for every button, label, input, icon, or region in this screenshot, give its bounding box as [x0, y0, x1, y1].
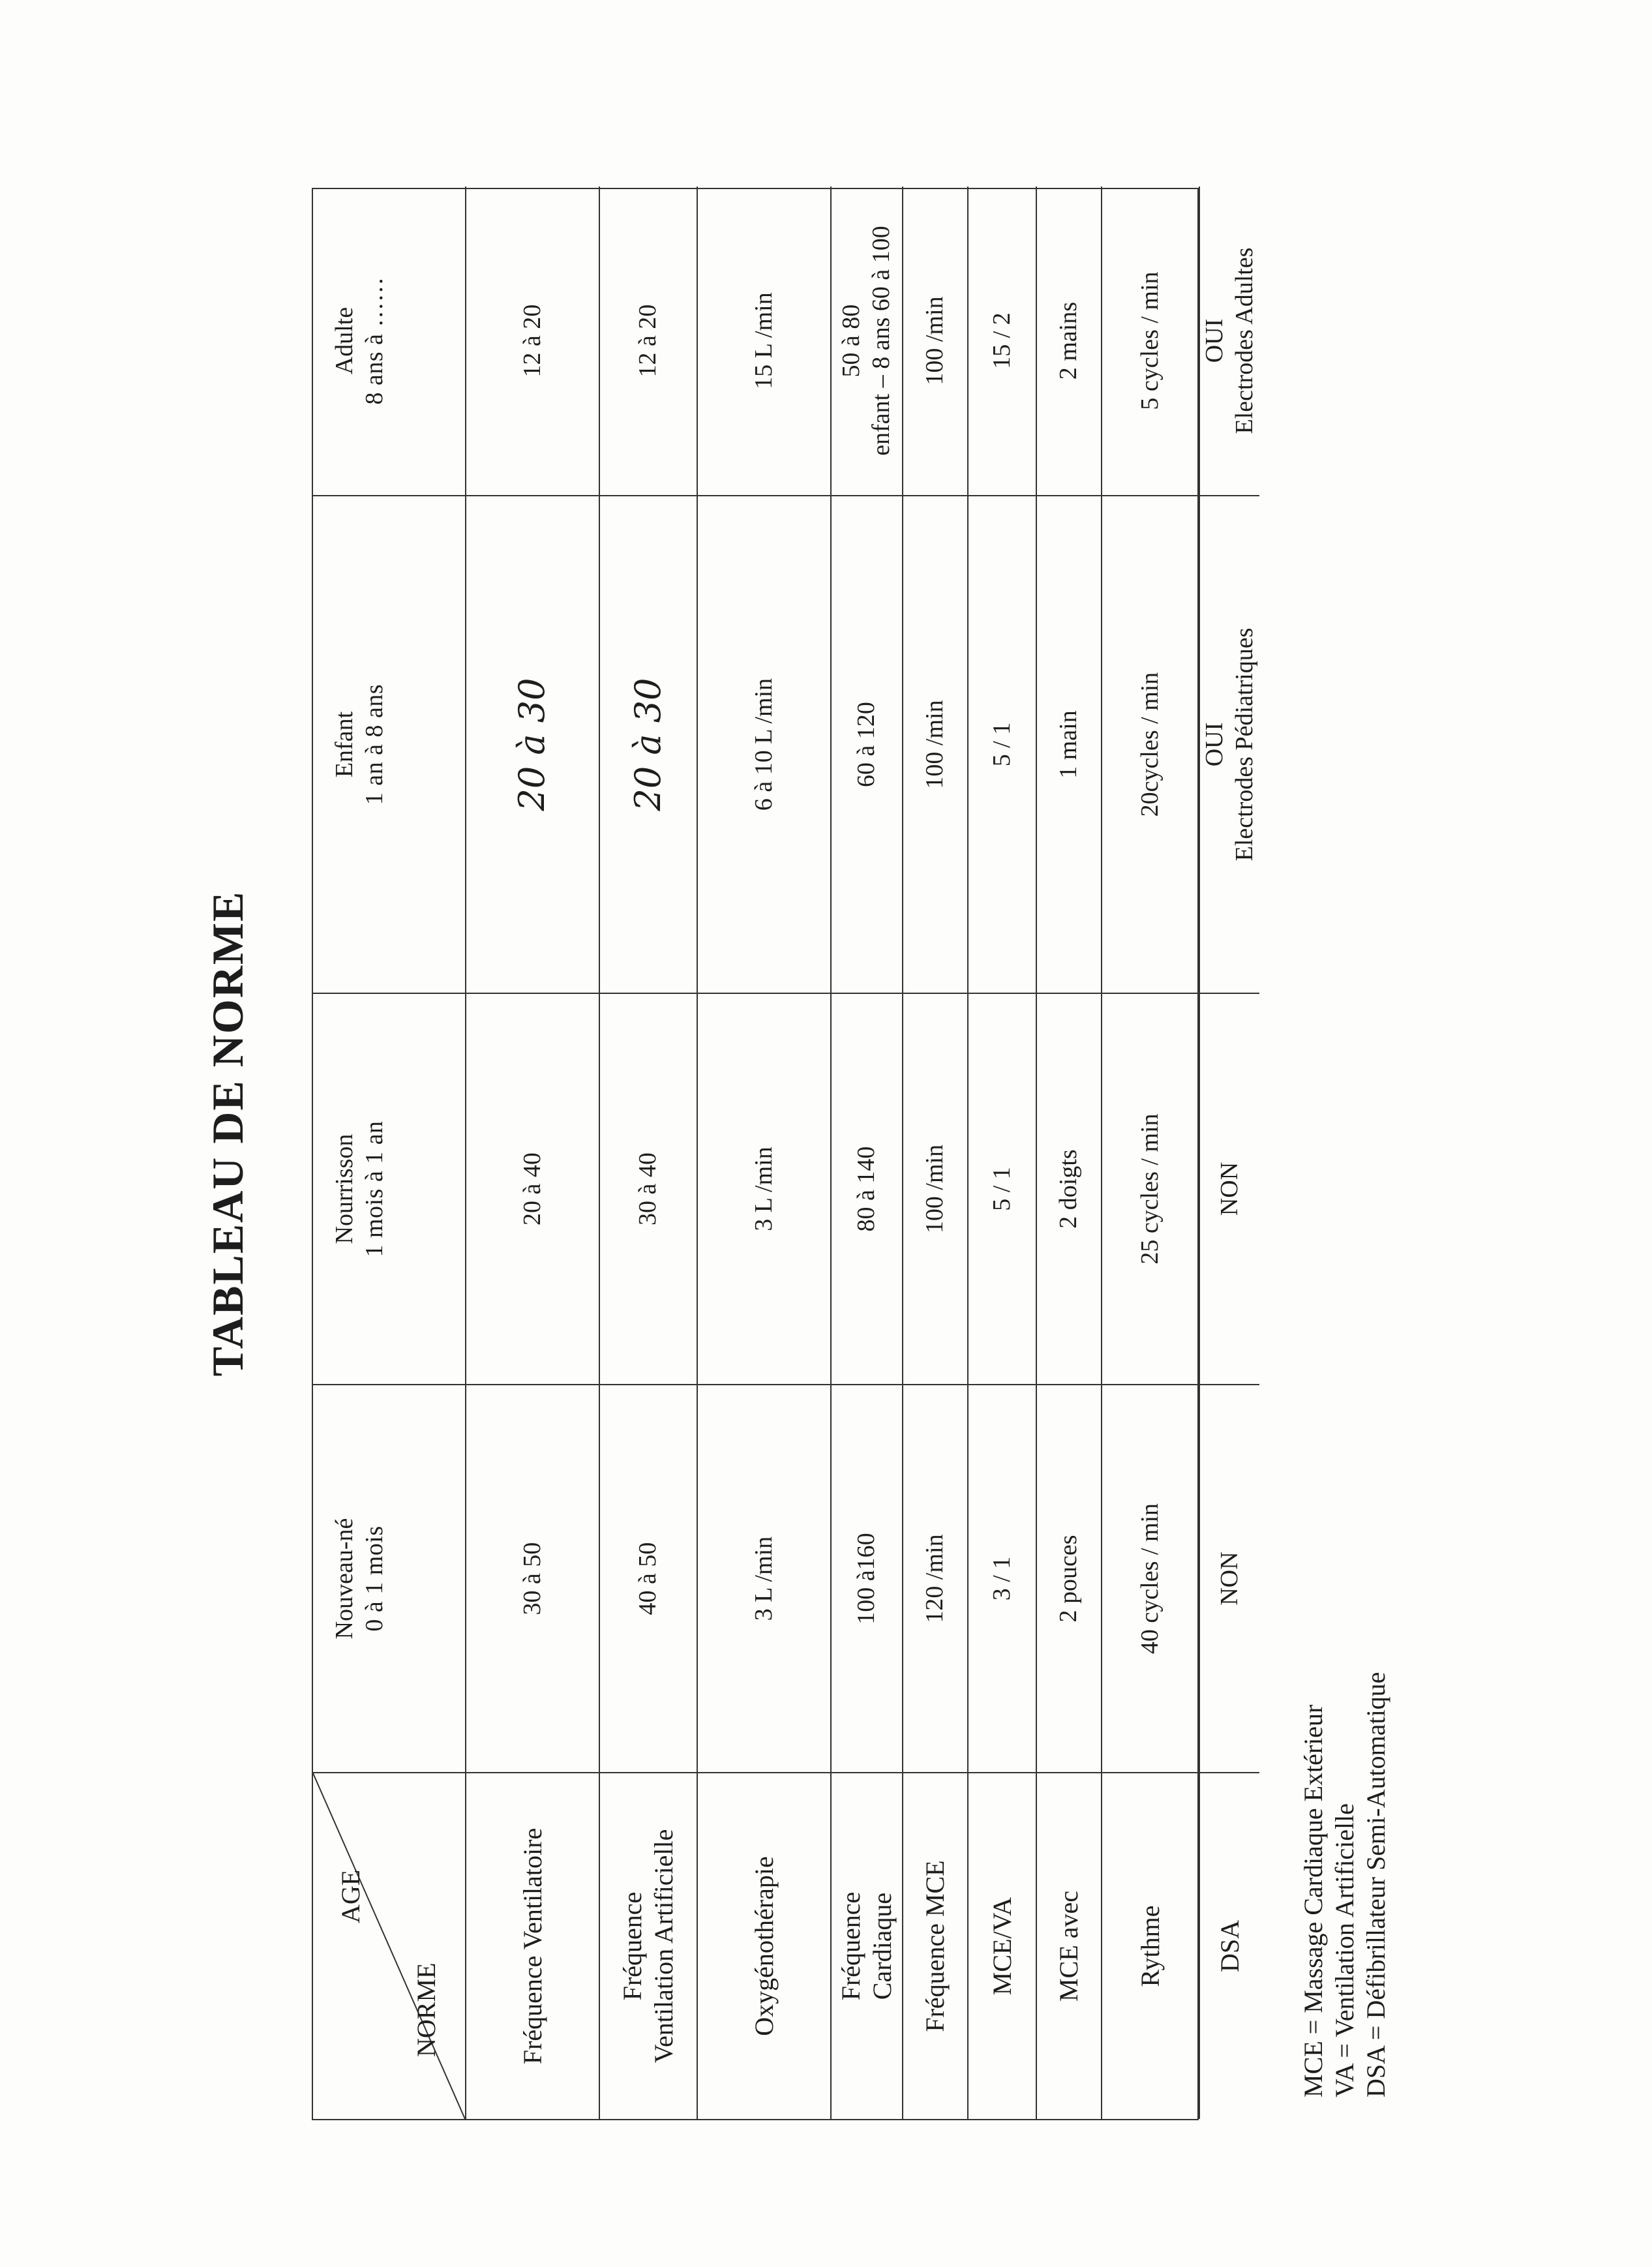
table-cell: NON [1200, 1384, 1259, 1772]
table-cell: 12 à 20 [466, 187, 600, 495]
table-cell: 100 /min [903, 187, 969, 495]
table-cell: 50 à 80 enfant – 8 ans 60 à 100 [832, 187, 903, 495]
table-cell: OUI Electrodes Adultes [1201, 247, 1258, 434]
table-cell: 30 à 40 [600, 993, 698, 1384]
norm-table [312, 188, 1258, 2120]
table-cell: 100 /min [903, 993, 969, 1384]
table-cell-handwritten: 20 à 30 [466, 495, 600, 993]
table-cell: 15 L /min [698, 187, 832, 495]
column-header-adulte [313, 187, 466, 495]
row-label-frequence-ventilation-artificielle: Fréquence Ventilation Artificielle [600, 1772, 698, 2119]
table-cell: 6 à 10 L /min [698, 495, 832, 993]
table-cell: 5 / 1 [969, 495, 1037, 993]
table-cell: 100 à160 [832, 1384, 903, 1772]
table-cell: 120 /min [903, 1384, 969, 1772]
column-name: Nourrisson [331, 1134, 358, 1244]
column-header-nourrisson [313, 993, 466, 1384]
legend-line: DSA = Défibrillateur Semi-Automatique [1361, 1672, 1390, 2097]
column-range: 8 ans à …… [360, 277, 388, 405]
column-range: 1 an à 8 ans [360, 683, 388, 805]
row-label-mce-avec: MCE avec [1037, 1772, 1102, 2119]
table-cell: NON [1200, 993, 1259, 1384]
table-cell: 5 cycles / min [1102, 187, 1200, 495]
age-label: AGE [336, 1869, 365, 1923]
table-cell: 2 pouces [1037, 1384, 1102, 1772]
norme-label: NORME [412, 1962, 441, 2057]
column-range: 0 à 1 mois [360, 1525, 388, 1632]
column-name: Enfant [331, 711, 358, 778]
table-cell: 1 main [1037, 495, 1102, 993]
column-header-nouveau-ne [313, 1384, 466, 1772]
table-cell: 80 à 140 [832, 993, 903, 1384]
column-name: Nouveau-né [331, 1518, 358, 1640]
table-cell-handwritten: 20 à 30 [600, 495, 698, 993]
legend-line: MCE = Massage Cardiaque Extérieur [1299, 1704, 1328, 2097]
row-label-frequence-mce: Fréquence MCE [903, 1772, 969, 2119]
table-cell: 3 / 1 [969, 1384, 1037, 1772]
page-title: TABLEAU DE NORME [203, 890, 252, 1377]
table-cell: 100 /min [903, 495, 969, 993]
row-label-rythme: Rythme [1102, 1772, 1200, 2119]
corner-header-cell [313, 1772, 466, 2119]
column-name: Adulte [331, 307, 358, 375]
row-label-oxygenotherapie: Oxygénothérapie [698, 1772, 832, 2119]
table-cell: 3 L /min [698, 993, 832, 1384]
table-cell: 15 / 2 [969, 187, 1037, 495]
table-cell: 3 L /min [698, 1384, 832, 1772]
column-header-enfant [313, 495, 466, 993]
table-cell: 5 / 1 [969, 993, 1037, 1384]
abbreviation-legend [1298, 1672, 1392, 2097]
diagonal-divider [313, 1773, 465, 2119]
table-cell: 40 à 50 [600, 1384, 698, 1772]
table-cell: 60 à 120 [832, 495, 903, 993]
table-cell: 40 cycles / min [1102, 1384, 1200, 1772]
table-cell: 25 cycles / min [1102, 993, 1200, 1384]
row-label-mce-va: MCE/VA [969, 1772, 1037, 2119]
table-cell: 20cycles / min [1102, 495, 1200, 993]
row-label-frequence-ventilatoire: Fréquence Ventilatoire [466, 1772, 600, 2119]
column-range: 1 mois à 1 an [360, 1120, 388, 1257]
table-cell: 2 mains [1037, 187, 1102, 495]
legend-line: VA = Ventilation Artificielle [1330, 1803, 1359, 2097]
row-label-frequence-cardiaque: Fréquence Cardiaque [832, 1772, 903, 2119]
table-cell: 12 à 20 [600, 187, 698, 495]
table-cell: OUI Electrodes Pédiatriques [1200, 495, 1259, 993]
table-cell: 2 doigts [1037, 993, 1102, 1384]
row-label-dsa: DSA [1200, 1772, 1259, 2119]
table-cell: 30 à 50 [466, 1384, 600, 1772]
table-cell: 20 à 40 [466, 993, 600, 1384]
